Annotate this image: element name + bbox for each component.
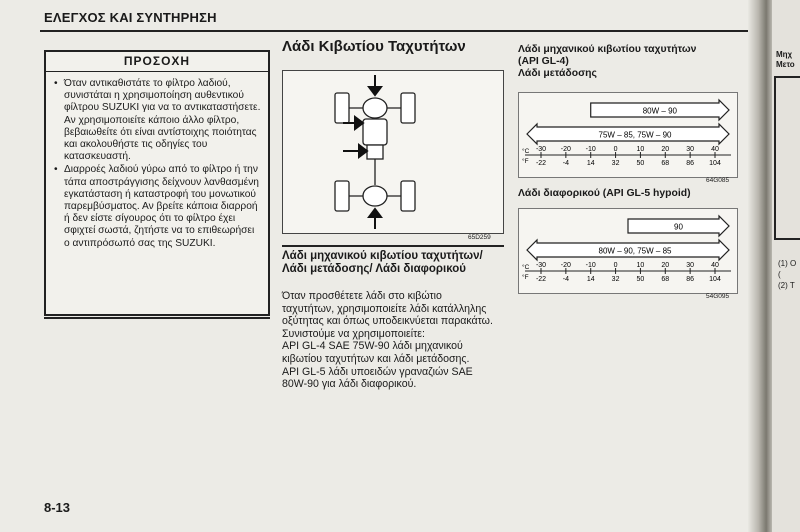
fahrenheit-tick-label: 86 <box>686 160 695 167</box>
front-differential <box>363 98 387 118</box>
celsius-tick-label: 0 <box>613 262 618 269</box>
fahrenheit-tick-label: 104 <box>709 160 721 167</box>
celsius-tick-label: -20 <box>560 262 571 269</box>
paragraph: Συνιστούμε να χρησιμοποιείτε: <box>282 327 425 340</box>
fahrenheit-tick-label: 68 <box>661 276 670 283</box>
viscosity-grade-label: 80W – 90 <box>642 106 677 116</box>
celsius-tick-label: 20 <box>661 262 670 269</box>
celsius-tick-label: -30 <box>535 146 547 153</box>
next-page-line: (2) Τ <box>778 281 795 290</box>
page-header: ΕΛΕΓΧΟΣ ΚΑΙ ΣΥΝΤΗΡΗΣΗ <box>44 10 217 25</box>
fahrenheit-tick-label: 32 <box>611 160 620 167</box>
chart2-title: Λάδι διαφορικού (API GL-5 hypoid) <box>518 188 691 199</box>
caution-item: • Όταν αντικαθιστάτε το φίλτρο λαδιού, συνιστάται η χρησιμοποίηση αυθεντικού φίλτρου SUZUKI για να το αντικαταστήσετε. Αν χρησιμοποιείτε κάποιο άλλο φίλτρο, βεβαιωθείτε ότι είναι αντίστοιχης ποιότητας και ακολουθήστε τις οδηγίες του κατασκευαστή. <box>64 78 262 163</box>
celsius-tick-label: 0 <box>613 146 618 153</box>
celsius-tick-label: 40 <box>711 146 719 153</box>
paragraph: API GL-4 SAE 75W-90 λάδι μηχανικού κιβωτίου ταχυτήτων και λάδι μετάδοσης. <box>282 340 470 365</box>
fahrenheit-tick-label: -22 <box>535 276 547 283</box>
caution-item: • Διαρροές λαδιού γύρω από το φίλτρο ή την τάπα αποστράγγισης δείχνουν λανθασμένη εγκατάσταση ή καταστροφή του μονωτικού παρεμβύσματος. Αν βρείτε κάποια διαρροή ή δεν είστε σίγουρος ότι το φίλτρο έχει σφιχτεί σωστά, ζητήστε να το επιθεωρήσει ο αντιπρόσωπό σας της SUZUKI. <box>64 164 262 249</box>
celsius-tick-label: 20 <box>661 146 670 153</box>
fahrenheit-tick-label: -4 <box>562 276 569 283</box>
fahrenheit-unit: °F <box>522 274 529 281</box>
celsius-tick-label: -10 <box>585 146 596 153</box>
header-rule <box>40 30 750 32</box>
fahrenheit-tick-label: 50 <box>636 160 645 167</box>
next-page-line: (1) Ο <box>778 259 797 268</box>
rear-differential <box>363 186 387 206</box>
celsius-tick-label: 30 <box>686 146 695 153</box>
celsius-tick-label: 30 <box>686 262 695 269</box>
viscosity-chart-2 <box>518 208 738 294</box>
drivetrain-diagram <box>283 71 503 233</box>
next-page-title-line: Μετο <box>776 60 795 69</box>
celsius-unit: °C <box>522 264 530 271</box>
chart1-title-line: Λάδι μηχανικού κιβωτίου ταχυτήτων <box>518 44 697 55</box>
page-number: 8-13 <box>44 500 71 515</box>
divider <box>44 317 270 319</box>
viscosity-chart-1 <box>518 92 738 178</box>
celsius-unit: °C <box>522 148 530 155</box>
fahrenheit-tick-label: -22 <box>535 160 547 167</box>
fahrenheit-tick-label: 14 <box>586 276 595 283</box>
celsius-tick-label: -10 <box>585 262 596 269</box>
next-page-line: ( <box>778 270 781 279</box>
viscosity-grade-label: 80W – 90, 75W – 85 <box>598 246 672 256</box>
viscosity-grade-label: 75W – 85, 75W – 90 <box>598 130 672 140</box>
fahrenheit-tick-label: 14 <box>586 160 595 167</box>
fahrenheit-tick-label: 68 <box>661 160 670 167</box>
celsius-tick-label: 10 <box>636 262 645 269</box>
viscosity-chart-2-svg <box>519 209 737 293</box>
drivetrain-figure <box>282 70 504 234</box>
transmission <box>363 119 387 145</box>
chart1-title-line: Λάδι μετάδοσης <box>518 68 597 80</box>
paragraph: API GL-5 λάδι υποειδών γραναζιών SAE 80W-90 για λάδι διαφορικού. <box>282 365 473 391</box>
front-right-wheel <box>401 93 415 123</box>
body-text <box>282 290 496 391</box>
celsius-tick-label: 40 <box>711 262 719 269</box>
divider <box>282 245 504 247</box>
celsius-tick-label: -20 <box>560 146 571 153</box>
rear-left-wheel <box>335 181 349 211</box>
celsius-tick-label: -30 <box>535 262 547 269</box>
fahrenheit-tick-label: 86 <box>686 276 695 283</box>
viscosity-grade-label: 90 <box>674 222 683 232</box>
next-page-edge <box>772 0 800 532</box>
fahrenheit-tick-label: 50 <box>636 276 645 283</box>
next-page-title-line: Μηχ <box>776 50 793 59</box>
transfer-case <box>367 145 383 159</box>
fahrenheit-unit: °F <box>522 158 529 165</box>
chart1-title-line: (API GL-4) <box>518 56 569 68</box>
book-gutter <box>748 0 774 532</box>
fahrenheit-tick-label: 32 <box>611 276 620 283</box>
chart2-code: 54G095 <box>706 293 730 300</box>
chart1-title <box>518 44 740 81</box>
caution-box <box>44 50 270 316</box>
caution-title: ΠΡΟΣΟΧΗ <box>46 52 268 72</box>
fahrenheit-tick-label: 104 <box>709 276 721 283</box>
section-title: Λάδι Κιβωτίου Ταχυτήτων <box>282 38 466 55</box>
figure-code: 65D259 <box>468 234 491 241</box>
chart1-code: 64G085 <box>706 177 730 184</box>
paragraph: Όταν προσθέτετε λάδι στο κιβώτιο ταχυτήτων, χρησιμοποιείτε λάδι κατάλληλης οξύτητας και όπως υποδεικνύεται παρακάτω. <box>282 290 493 328</box>
next-page-title <box>776 50 795 70</box>
celsius-tick-label: 10 <box>636 146 645 153</box>
next-page-figure <box>774 76 800 240</box>
viscosity-chart-1-svg <box>519 93 737 177</box>
next-page-text <box>778 258 796 291</box>
front-left-wheel <box>335 93 349 123</box>
fahrenheit-tick-label: -4 <box>562 160 569 167</box>
caution-list <box>52 78 262 250</box>
rear-right-wheel <box>401 181 415 211</box>
subsection-title: Λάδι μηχανικού κιβωτίου ταχυτήτων/Λάδι μετάδοσης/ Λάδι διαφορικού <box>282 250 483 275</box>
